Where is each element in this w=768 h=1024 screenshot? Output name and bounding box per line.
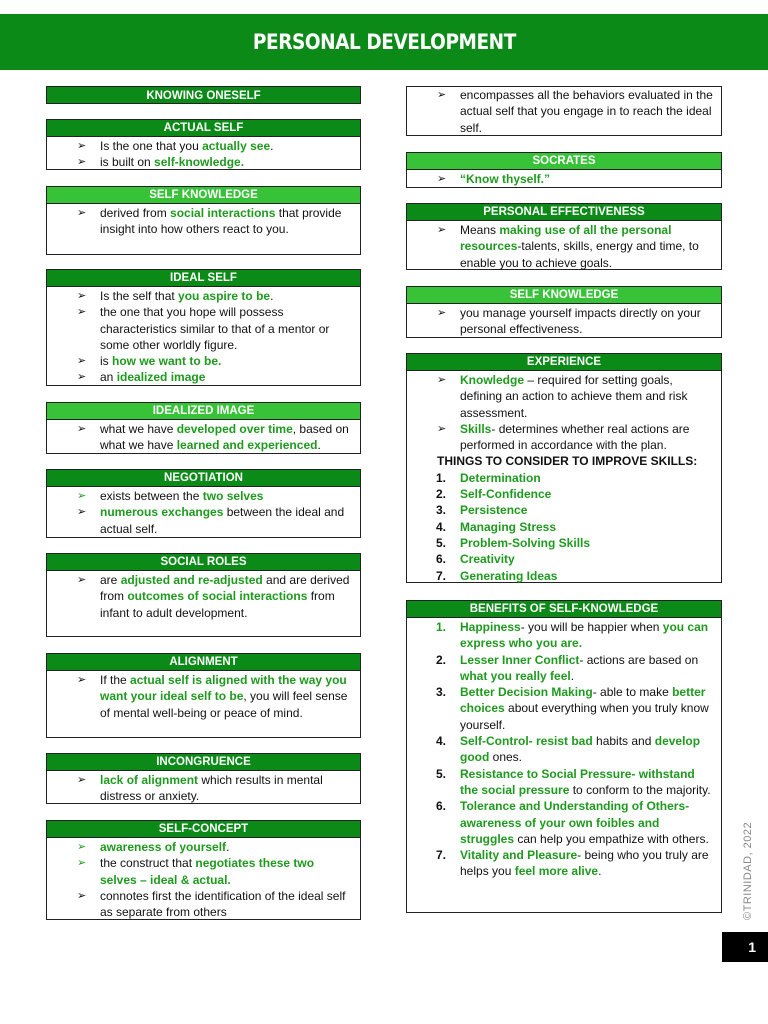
bullet-list (415, 87, 715, 136)
experience-box (406, 353, 722, 583)
item-number: 2. (436, 652, 447, 667)
item-text: - actions are based on (579, 652, 699, 667)
item-text: . (317, 438, 321, 453)
item-text: - you will be happier when (520, 620, 663, 634)
list-item (55, 421, 354, 454)
bullet-list (55, 488, 354, 537)
highlight-text: actually see (202, 139, 271, 153)
highlight-text: adjusted and re-adjusted (120, 573, 263, 587)
idealized-image-box (46, 402, 361, 454)
item-text: encompasses all the behaviors evaluated in the actual self that you engage in to reach the ideal self. (460, 88, 713, 135)
item-text: the one that you hope will possess characteristics similar to that of a mentor or some other worldly figure. (100, 305, 330, 352)
copyright-text: ©TRINIDAD, 2022 (742, 821, 754, 920)
highlight-text: negotiates these two selves – ideal & actual. (100, 856, 315, 887)
highlight-text: self-knowledge. (154, 155, 245, 170)
item-number: 3. (436, 685, 447, 700)
highlight-text: Tolerance and Understanding of Others- awareness of your own foibles and struggles (460, 799, 690, 846)
list-item (415, 568, 715, 584)
list-item (55, 288, 354, 304)
highlight-text: feel more alive (514, 864, 599, 879)
knowing-oneself-heading (46, 86, 361, 104)
item-text: between the ideal and actual self. (100, 505, 345, 536)
item-text: which results in mental distress or anxiety. (100, 773, 323, 804)
item-text: connotes first the identification of the ideal self as separate from others (100, 888, 346, 920)
item-text: . (226, 840, 230, 854)
list-item (55, 154, 354, 170)
highlight-text: Happiness (460, 620, 521, 634)
list-item (55, 855, 354, 888)
experience-title: EXPERIENCE (407, 354, 721, 371)
list-item (415, 619, 715, 652)
bullet-list (55, 138, 354, 171)
highlight-text: Better Decision Making (460, 685, 593, 700)
list-item (415, 684, 715, 733)
item-number: 4. (436, 734, 447, 749)
highlight-text: idealized image (116, 370, 206, 385)
item-text: is (100, 354, 112, 369)
item-text: Is the self that (100, 289, 179, 303)
list-item (415, 421, 715, 454)
socrates-title: SOCRATES (407, 153, 721, 170)
bullet-list (55, 839, 354, 920)
highlight-text: making use of all the personal resources (460, 223, 672, 254)
alignment-title: ALIGNMENT (47, 654, 360, 671)
item-number: 4. (436, 519, 447, 534)
bullet-list (415, 372, 715, 453)
list-item (415, 733, 715, 766)
item-text: to conform to the majority. (569, 782, 711, 797)
list-item (55, 138, 354, 154)
highlight-text: Lesser Inner Conflict (460, 652, 580, 667)
highlight-text: how we want to be. (112, 354, 222, 369)
item-text: . (598, 864, 602, 879)
list-item (55, 304, 354, 353)
highlight-text: Determination (460, 470, 541, 485)
highlight-text: Creativity (460, 552, 515, 567)
social-roles-box (46, 553, 361, 637)
item-text: exists between the (100, 489, 203, 503)
skills-list (415, 470, 715, 584)
self-concept-box (46, 820, 361, 920)
highlight-text: you aspire to be (178, 289, 271, 303)
item-text: – required for setting goals, defining an action to achieve them and risk assessment. (460, 373, 688, 420)
list-item (415, 519, 715, 535)
item-text: -talents, skills, energy and time, to enable you to achieve goals. (460, 239, 699, 270)
bullet-list (55, 205, 354, 238)
item-text: Means (460, 223, 500, 237)
alignment-box (46, 653, 361, 738)
benefits-box (406, 600, 722, 913)
list-item (415, 652, 715, 685)
list-item (55, 488, 354, 504)
highlight-text: outcomes of social interactions (127, 589, 308, 604)
list-item (55, 888, 354, 921)
item-text: . (270, 139, 274, 153)
section-title: KNOWING ONESELF (46, 86, 361, 104)
item-text: - being who you truly are helps you (460, 848, 709, 879)
idealized-image-title: IDEALIZED IMAGE (47, 403, 360, 420)
highlight-text: Skills (460, 421, 492, 436)
bullet-list (55, 421, 354, 454)
item-text: that provide insight into how others react to you. (100, 206, 342, 237)
highlight-text: numerous exchanges (100, 505, 224, 520)
personal-effectiveness-box (406, 203, 722, 270)
list-item (415, 305, 715, 338)
item-text: . (270, 289, 274, 303)
list-item (415, 535, 715, 551)
self-knowledge-2-title: SELF KNOWLEDGE (407, 287, 721, 304)
item-text: . (570, 668, 575, 683)
highlight-text: what you really feel (460, 668, 571, 683)
item-text: can help you empathize with others. (514, 831, 709, 846)
item-number: 2. (436, 487, 447, 502)
item-number: 3. (436, 503, 447, 518)
item-number: 6. (436, 799, 447, 814)
item-text: - able to make (592, 685, 673, 700)
highlight-text: lack of alignment (100, 773, 199, 787)
actual-self-box (46, 119, 361, 170)
item-text: the construct that (100, 856, 196, 871)
highlight-text: Knowledge (460, 373, 525, 387)
highlight-text: Generating Ideas (460, 568, 558, 583)
item-text: and are derived from (100, 573, 350, 604)
benefits-title: BENEFITS OF SELF-KNOWLEDGE (407, 601, 721, 618)
highlight-text: social interactions (170, 206, 276, 220)
item-number: 7. (436, 568, 447, 583)
list-item (55, 572, 354, 621)
item-text: derived from (100, 206, 171, 220)
negotiation-box (46, 469, 361, 538)
item-text: , you will feel sense of mental well-being or peace of mind. (100, 689, 348, 720)
highlight-text: Persistence (460, 503, 528, 518)
page-header (0, 14, 768, 70)
incongruence-box (46, 753, 361, 804)
highlight-text: develop good (460, 734, 701, 765)
highlight-text: Self-Confidence (460, 487, 552, 502)
list-item (415, 551, 715, 567)
item-text: you manage yourself impacts directly on your personal effectiveness. (460, 306, 701, 337)
highlight-text: better choices (460, 685, 706, 716)
self-knowledge-box (46, 186, 361, 255)
highlight-text: “Know thyself.” (460, 172, 551, 186)
highlight-text: Managing Stress (460, 519, 557, 534)
socrates-box (406, 152, 722, 188)
social-roles-title: SOCIAL ROLES (47, 554, 360, 571)
item-number: 6. (436, 552, 447, 567)
personal-effectiveness-title: PERSONAL EFFECTIVENESS (407, 204, 721, 221)
highlight-text: Vitality and Pleasure (460, 848, 578, 863)
highlight-text: awareness of yourself (100, 840, 227, 854)
self-concept-title: SELF-CONCEPT (47, 821, 360, 838)
list-item (415, 87, 715, 136)
list-item (415, 486, 715, 502)
list-item (415, 766, 715, 799)
actual-self-title: ACTUAL SELF (47, 120, 360, 137)
self-knowledge-2-box (406, 286, 722, 338)
page-title: PERSONAL DEVELOPMENT (252, 30, 516, 54)
highlight-text: developed over time (176, 422, 293, 436)
bullet-list (55, 572, 354, 621)
bullet-list (55, 672, 354, 721)
item-text: Is the one that you (100, 139, 203, 153)
item-text: , based on what we have (100, 422, 349, 453)
ideal-self-box (46, 269, 361, 386)
highlight-text: two selves (202, 489, 264, 503)
list-item (55, 369, 354, 385)
page-number: 1 (722, 932, 768, 962)
list-item (415, 798, 715, 847)
item-text: If the (100, 673, 131, 687)
highlight-text: learned and experienced (176, 438, 318, 453)
highlight-text: Problem-Solving Skills (460, 535, 591, 550)
list-item (55, 353, 354, 369)
list-item (55, 504, 354, 537)
item-number: 7. (436, 848, 447, 863)
bullet-list (415, 305, 715, 338)
list-item (55, 839, 354, 855)
item-text: is built on (100, 155, 155, 170)
bullet-list (55, 288, 354, 386)
incongruence-title: INCONGRUENCE (47, 754, 360, 771)
item-number: 1. (436, 620, 447, 634)
item-text: from infant to adult development. (100, 589, 335, 620)
item-text: ones. (489, 750, 523, 765)
item-text: are (100, 573, 121, 587)
list-item (415, 502, 715, 518)
highlight-text: you can express who you are. (460, 620, 709, 651)
item-text: an (100, 370, 117, 385)
item-number: 5. (436, 766, 447, 781)
list-item (415, 222, 715, 271)
list-item (55, 772, 354, 805)
item-number: 5. (436, 535, 447, 550)
item-text: - determines whether real actions are performed in accordance with the plan. (460, 421, 690, 453)
list-item (415, 171, 715, 187)
item-text: what we have (100, 422, 177, 436)
highlight-text: actual self is aligned with the way you want your ideal self to be (100, 673, 347, 704)
list-item (55, 672, 354, 721)
self-knowledge-title: SELF KNOWLEDGE (47, 187, 360, 204)
bullet-list (55, 772, 354, 805)
negotiation-title: NEGOTIATION (47, 470, 360, 487)
highlight-text: Resistance to Social Pressure- withstand the social pressure (460, 766, 695, 797)
things-heading: THINGS TO CONSIDER TO IMPROVE SKILLS: (437, 454, 698, 469)
benefits-list (415, 619, 715, 880)
item-number: 1. (436, 470, 447, 485)
bullet-list (415, 222, 715, 271)
bullet-list (415, 171, 715, 187)
continuation-box (406, 86, 722, 136)
list-item (415, 847, 715, 880)
list-item (55, 205, 354, 238)
highlight-text: Self-Control- resist bad (460, 734, 593, 749)
item-text: about everything when you truly know yourself. (460, 701, 709, 732)
list-item (415, 372, 715, 421)
list-item (415, 470, 715, 486)
ideal-self-title: IDEAL SELF (47, 270, 360, 287)
item-text: habits and (592, 734, 655, 749)
